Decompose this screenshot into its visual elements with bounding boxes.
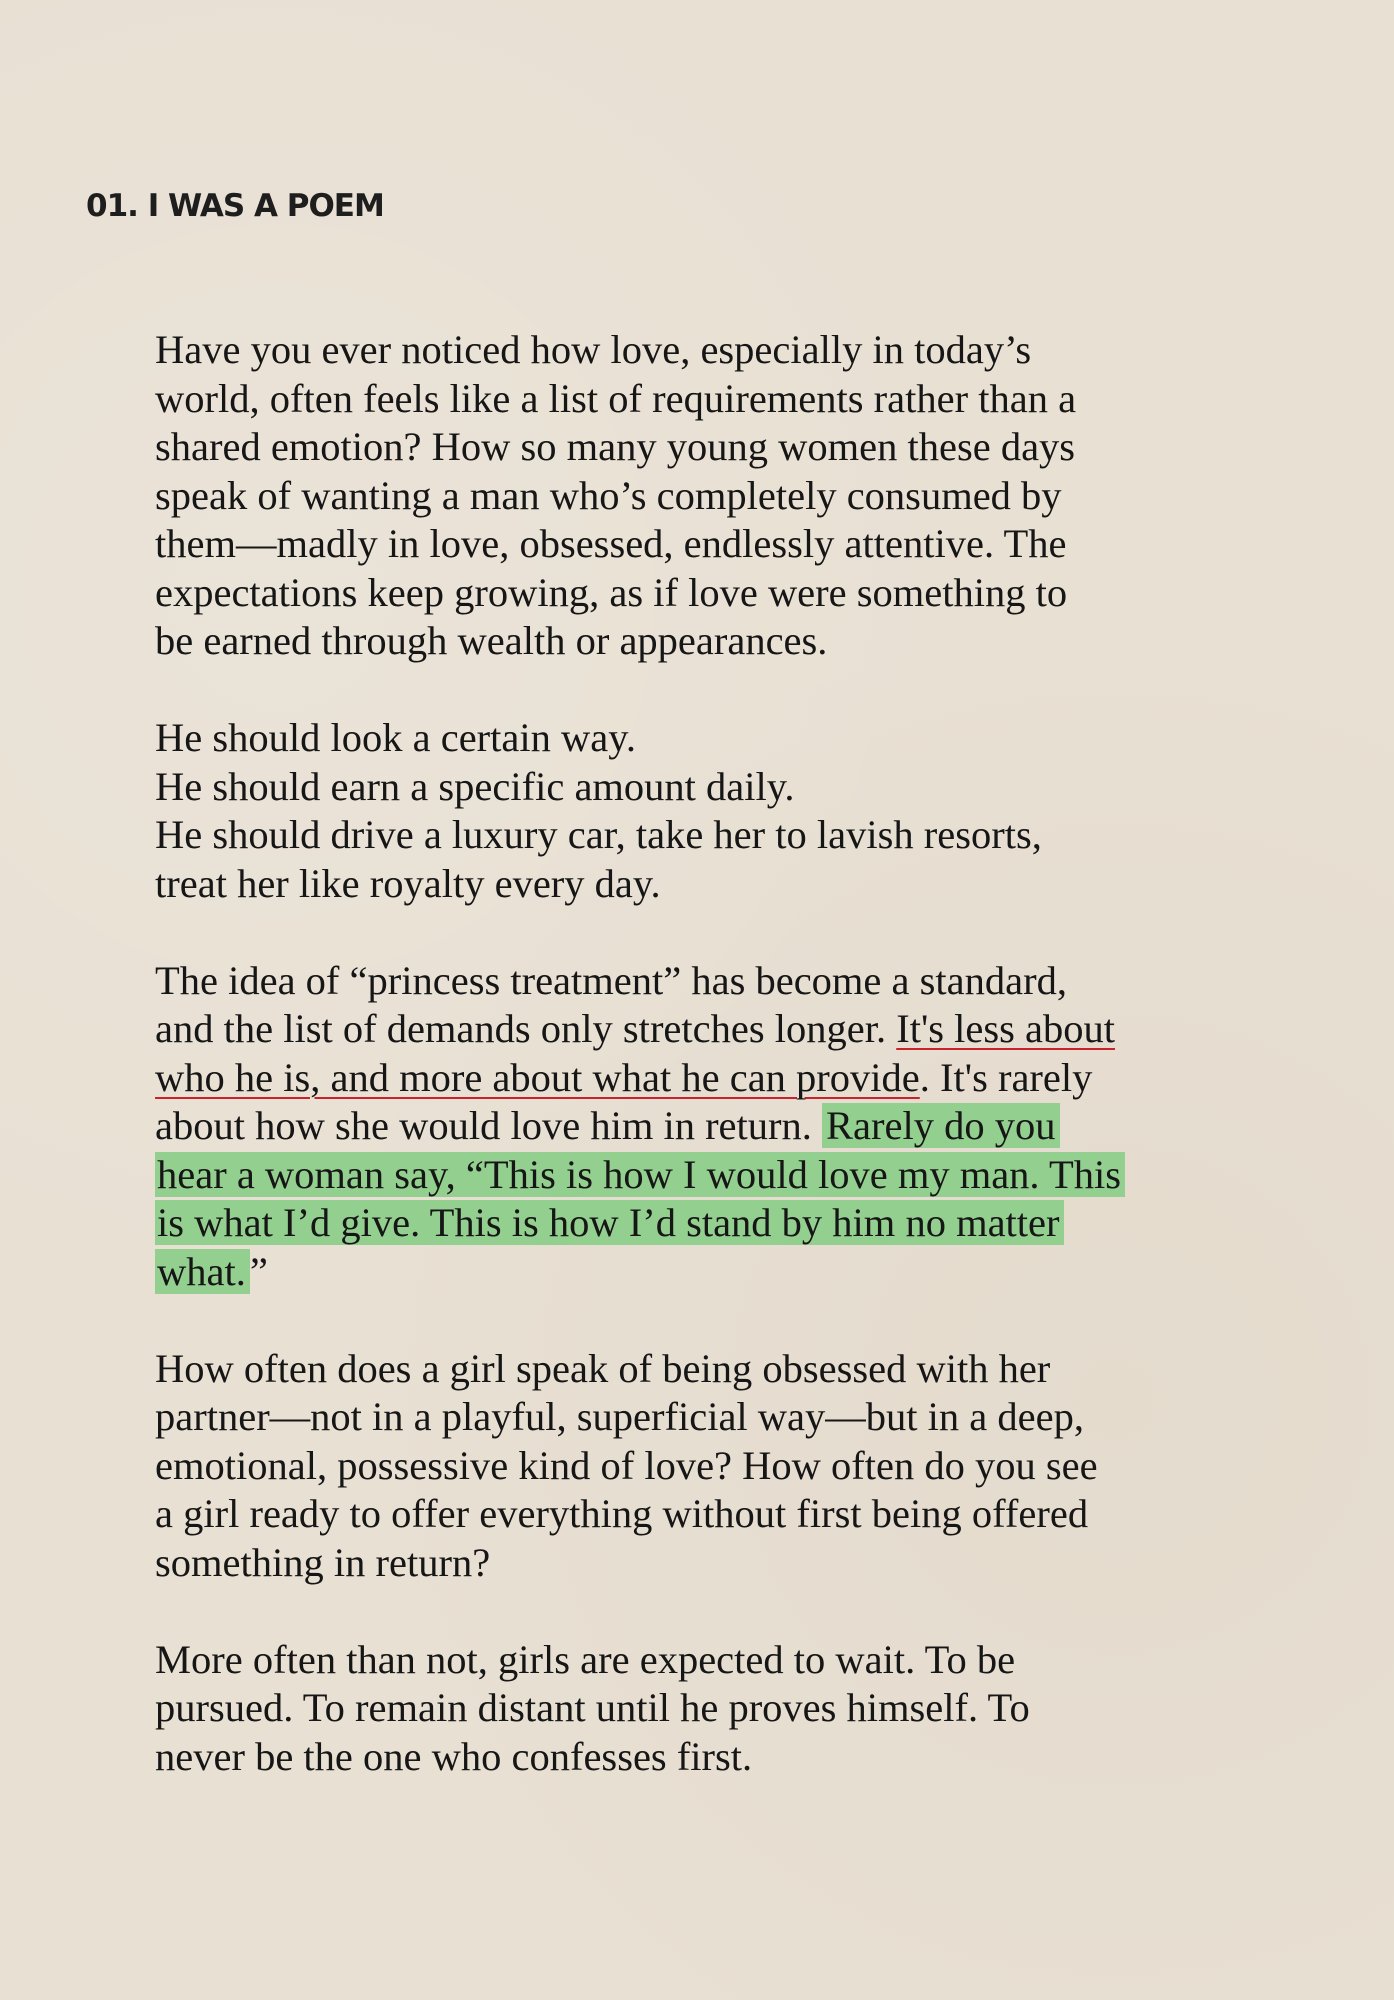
paragraph-1	[155, 326, 1275, 666]
chapter-heading: 01. I WAS A POEM	[86, 188, 384, 224]
red-underlined-text: It's less about	[896, 1006, 1116, 1051]
text-line: world, often feels like a list of requirements rather than a	[155, 375, 1077, 421]
text-line: How often does a girl speak of being obsessed with her	[155, 1345, 1051, 1391]
text-line	[155, 1199, 1275, 1248]
text-line: The idea of “princess treatment” has become a standard,	[155, 957, 1067, 1003]
paragraph-2	[155, 714, 1275, 908]
text-line: expectations keep growing, as if love were something to	[155, 569, 1068, 615]
green-highlighted-text: is what I’d give. This is how I’d stand by him no matter	[155, 1200, 1064, 1245]
text-line: He should drive a luxury car, take her to lavish resorts,	[155, 812, 1042, 857]
text-line: speak of wanting a man who’s completely consumed by	[155, 472, 1062, 518]
text-line: never be the one who confesses first.	[155, 1733, 753, 1779]
text-line: a girl ready to offer everything without first being offered	[155, 1491, 1089, 1536]
green-highlighted-text: Rarely do you	[822, 1103, 1059, 1148]
text-line: He should look a certain way.	[155, 715, 636, 760]
text-line: He should earn a specific amount daily.	[155, 763, 795, 809]
text-line: pursued. To remain distant until he proves himself. To	[155, 1685, 1030, 1730]
green-highlighted-text: hear a woman say, “This is how I would love my man. This	[155, 1152, 1125, 1197]
text-line: partner—not in a playful, superficial way—but in a deep,	[155, 1394, 1084, 1439]
text-line	[155, 1248, 1275, 1297]
plain-text: . It's rarely	[919, 1054, 1093, 1100]
text-line: More often than not, girls are expected to wait. To be	[155, 1636, 1016, 1682]
plain-text: about how she would love him in return.	[155, 1103, 823, 1148]
text-line	[155, 1102, 1275, 1151]
text-line: something in return?	[155, 1539, 491, 1585]
text-line: shared emotion? How so many young women these days	[155, 424, 1076, 469]
text-line: emotional, possessive kind of love? How often do you see	[155, 1442, 1098, 1488]
paragraph-3	[155, 957, 1275, 1297]
plain-text: and the list of demands only stretches longer.	[155, 1006, 897, 1051]
plain-text: ”	[249, 1248, 268, 1294]
paragraph-4	[155, 1345, 1275, 1588]
text-line	[155, 1151, 1275, 1200]
green-highlighted-text: what.	[155, 1249, 250, 1294]
paragraph-5	[155, 1636, 1275, 1782]
text-line: be earned through wealth or appearances.	[155, 618, 828, 663]
text-line: treat her like royalty every day.	[155, 860, 661, 906]
red-underlined-text: who he is, and more about what he can provide	[155, 1054, 920, 1100]
body-text	[155, 326, 1275, 1830]
text-line	[155, 1054, 1275, 1103]
text-line: Have you ever noticed how love, especially in today’s	[155, 327, 1032, 372]
text-line	[155, 1005, 1275, 1054]
text-line: them—madly in love, obsessed, endlessly attentive. The	[155, 521, 1067, 566]
